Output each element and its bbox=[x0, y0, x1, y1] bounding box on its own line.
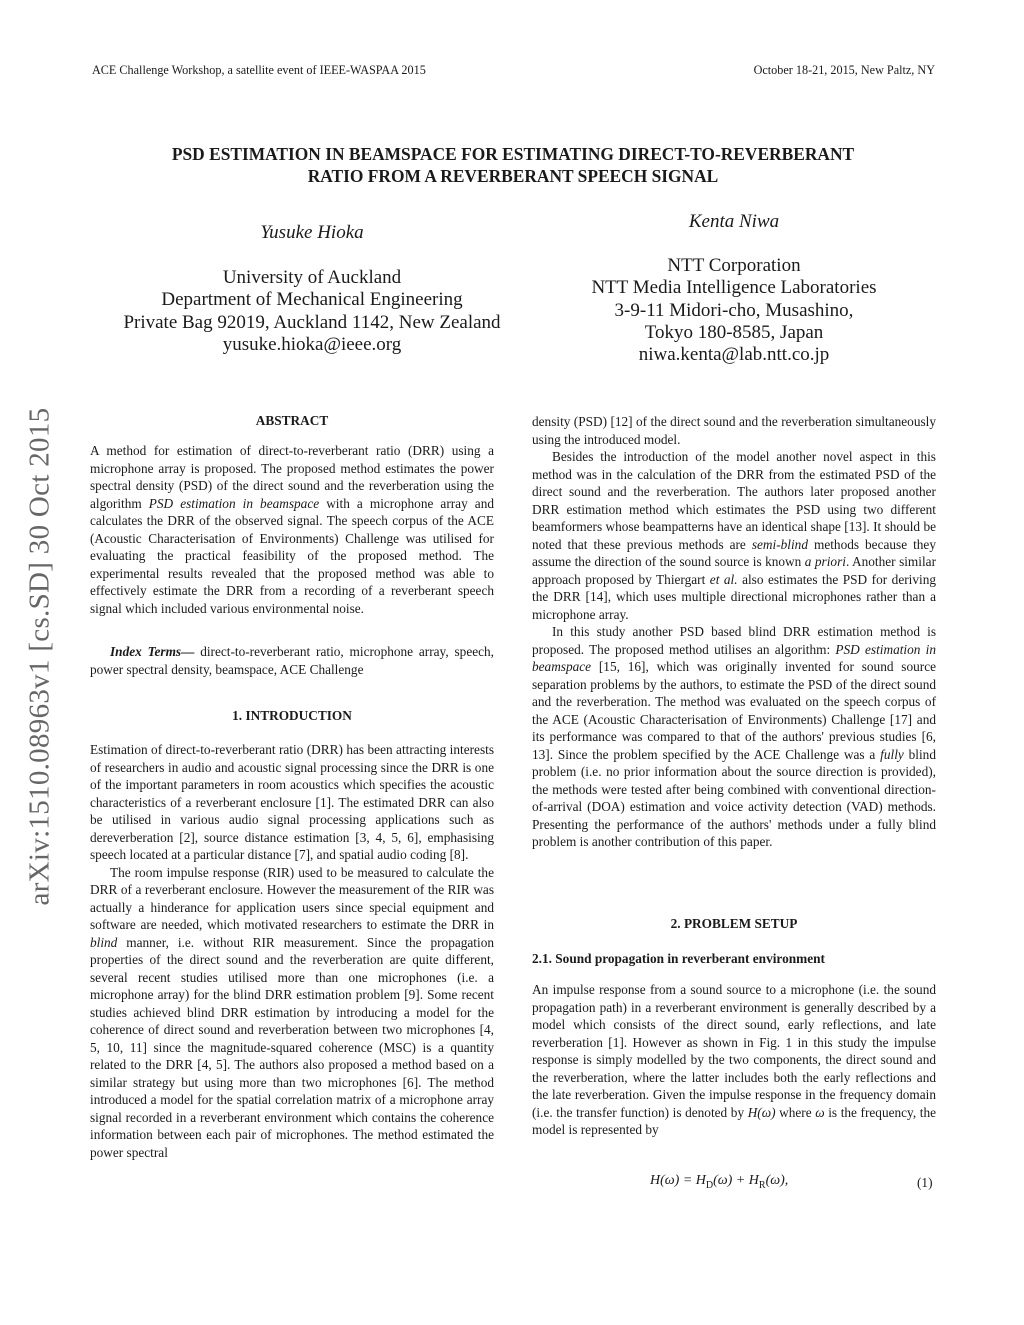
introduction-body bbox=[90, 741, 494, 1161]
author-affiliation bbox=[92, 267, 532, 356]
affiliation-line: NTT Corporation bbox=[667, 255, 801, 276]
affiliation-line: Department of Mechanical Engineering bbox=[161, 289, 463, 311]
text-run: where bbox=[775, 1104, 816, 1120]
author-name: Kenta Niwa bbox=[688, 211, 780, 232]
index-terms bbox=[90, 643, 494, 678]
subsection-2-1-heading: 2.1. Sound propagation in reverberant environment bbox=[532, 951, 825, 966]
text-run: . Another similar approach proposed by Thiergart bbox=[532, 554, 936, 587]
emphasized-text: blind bbox=[90, 934, 118, 950]
title-line: RATIO FROM A REVERBERANT SPEECH SIGNAL bbox=[307, 166, 719, 186]
index-terms-paragraph bbox=[90, 643, 494, 678]
emphasized-text: H(ω) bbox=[747, 1104, 776, 1120]
text-run: A method for estimation of direct-to-reverberant ratio (DRR) using a microphone array is proposed. The proposed method estimates the power spectral density (PSD) of the direct sound and the reverberation using the algorithm bbox=[90, 443, 494, 511]
equation-1 bbox=[650, 1173, 788, 1191]
text-run: blind problem (i.e. no prior information about the source direction is provided), the methods were tested after being combined with conventional direction-of-arrival (DOA) estimation and voice activity detection (VAD) methods. Presenting the performance of the authors' methods under a fully blind problem is another contribution of this paper. bbox=[532, 746, 936, 849]
title-line: PSD ESTIMATION IN BEAMSPACE FOR ESTIMATING DIRECT-TO-REVERBERANT bbox=[171, 144, 855, 164]
paragraph bbox=[90, 864, 494, 1162]
paragraph bbox=[90, 741, 494, 864]
eq-part: (ω), bbox=[765, 1173, 789, 1188]
abstract-paragraph bbox=[90, 442, 494, 617]
text-run: also estimates the PSD for deriving the DRR [14], which uses multiple directional microphones rather than a microphone array. bbox=[532, 571, 936, 622]
affiliation-line: 3-9-11 Midori-cho, Musashino, bbox=[614, 299, 854, 321]
paragraph bbox=[532, 981, 936, 1139]
text-run: Besides the introduction of the model another novel aspect in this method was in the calculation of the DRR from the estimated PSD of the direct sound and the reverberation. The authors later proposed another DRR estimation method which estimates the PSD using two different beamformers whose beampatterns have an identical shape [13]. It should be noted that these previous methods are bbox=[532, 449, 936, 552]
emphasized-text: et al. bbox=[709, 571, 738, 587]
emphasized-text: fully bbox=[880, 746, 904, 762]
paragraph bbox=[532, 448, 936, 623]
section-2-1-body bbox=[532, 981, 936, 1139]
text-run: is the frequency, the model is represented by bbox=[532, 1104, 936, 1137]
eq-part: (ω) + H bbox=[713, 1173, 759, 1188]
text-run: In this study another PSD based blind DRR estimation method is proposed. The proposed method utilises an algorithm: bbox=[532, 624, 936, 657]
text-run: An impulse response from a sound source to a microphone (i.e. the sound propagation path) in a reverberant environment is generally described by a model which consists of the direct sound, early reflections, and late reverberation [1]. However as shown in Fig. 1 in this study the impulse response is simply modelled by the two components, the direct sound and the reverberation, where the latter includes both the early reflections and the late reverberation. Given the impulse response in the frequency domain (i.e. the transfer function) is denoted by bbox=[532, 982, 936, 1120]
emphasized-text: ω bbox=[815, 1104, 825, 1120]
eq-sub: R bbox=[758, 1179, 766, 1191]
author-affiliation bbox=[534, 255, 934, 366]
emphasized-text: PSD estimation in beamspace bbox=[532, 641, 936, 674]
text-run: manner, i.e. without RIR measurement. Since the propagation properties of the direct sound and the reverberation are quite different, several recent studies utilised more than one microphones (i.e. a microphone array) for the blind DRR estimation problem [9]. Some recent studies achieved blind DRR estimation by introducing a model for the coherence of direct sound and reverberation between two microphones [4, 5, 10, 11] since the magnitude-squared coherence (MSC) is a quantity related to the DRR [4, 5]. The authors also proposed a method based on a similar strategy but using more than two microphones [6]. The method introduced a model for the spatial correlation matrix of a microphone array signal recorded in a reverberant environment which contains the coherence information between each pair of microphones. The method estimated the power spectral bbox=[90, 934, 494, 1160]
abstract-body bbox=[90, 442, 494, 617]
eq-part: H(ω) = H bbox=[650, 1173, 706, 1188]
emphasized-text: semi-blind bbox=[751, 536, 808, 552]
running-header-right: October 18-21, 2015, New Paltz, NY bbox=[753, 63, 935, 77]
author-name: Yusuke Hioka bbox=[260, 222, 364, 243]
affiliation-line: NTT Media Intelligence Laboratories bbox=[591, 277, 877, 299]
section-2-heading: 2. PROBLEM SETUP bbox=[670, 916, 798, 931]
author-email: niwa.kenta@lab.ntt.co.jp bbox=[638, 344, 830, 366]
emphasized-text: Index Terms— bbox=[110, 644, 195, 659]
affiliation-line: University of Auckland bbox=[222, 267, 402, 288]
text-run: methods because they assume the direction of the sound source is known bbox=[532, 536, 936, 569]
running-header-left: ACE Challenge Workshop, a satellite event of IEEE-WASPAA 2015 bbox=[92, 63, 426, 77]
arxiv-identifier: arXiv:1510.08963v1 [cs.SD] 30 Oct 2015 bbox=[23, 407, 56, 906]
text-run: The room impulse response (RIR) used to be measured to calculate the DRR of a reverberant enclosure. However the measurement of the RIR was actually a hinderance for application users since special equipment and software are needed, which motivated researchers to estimate the DRR in bbox=[90, 864, 494, 932]
text-run: density (PSD) [12] of the direct sound and the reverberation simultaneously using the introduced model. bbox=[532, 414, 936, 447]
emphasized-text: PSD estimation in beamspace bbox=[148, 495, 320, 511]
paragraph bbox=[532, 623, 936, 851]
equation-number: (1) bbox=[917, 1175, 933, 1190]
affiliation-line: Private Bag 92019, Auckland 1142, New Zealand bbox=[123, 311, 501, 333]
right-column-body bbox=[532, 413, 936, 851]
text-run: [15, 16], which was originally invented for sound source separation problems by the authors, to estimate the PSD of the direct sound and the reverberation. The method was evaluated on the speech corpus of the ACE (Acoustic Characterisation of Environments) Challenge [17] and its performance was compared to that of the authors' previous studies [6, 13]. Since the problem specified by the ACE Challenge was a bbox=[532, 659, 936, 762]
eq-sub: D bbox=[705, 1179, 714, 1191]
section-1-heading: 1. INTRODUCTION bbox=[232, 708, 352, 723]
affiliation-line: Tokyo 180-8585, Japan bbox=[644, 321, 824, 343]
emphasized-text: a priori bbox=[804, 554, 846, 569]
text-run: Estimation of direct-to-reverberant ratio (DRR) has been attracting interests of researchers in audio and acoustic signal processing since the DRR is one of the important parameters in room acoustics which specifies the acoustic characteristics of a reverberant enclosure [1]. The estimated DRR can also be utilised in various audio signal processing applications such as dereverberation [2], source distance estimation [3, 4, 5, 6], emphasising speech located at a particular distance [7], and spatial audio coding [8]. bbox=[90, 742, 494, 862]
author-email: yusuke.hioka@ieee.org bbox=[222, 333, 402, 355]
abstract-heading: ABSTRACT bbox=[255, 413, 329, 428]
text-run: with a microphone array and calculates the DRR of the observed signal. The speech corpus of the ACE (Acoustic Characterisation of Environments) Challenge was utilised for evaluating the practical feasibility of the proposed method. The experimental results revealed that the proposed method was able to effectively estimate the DRR from a recording of a reverberant speech signal which included various environmental noise. bbox=[90, 495, 494, 616]
paper-title bbox=[80, 143, 946, 187]
paragraph bbox=[532, 413, 936, 448]
text-run: direct-to-reverberant ratio, microphone array, speech, power spectral density, beamspace, ACE Challenge bbox=[90, 644, 494, 677]
